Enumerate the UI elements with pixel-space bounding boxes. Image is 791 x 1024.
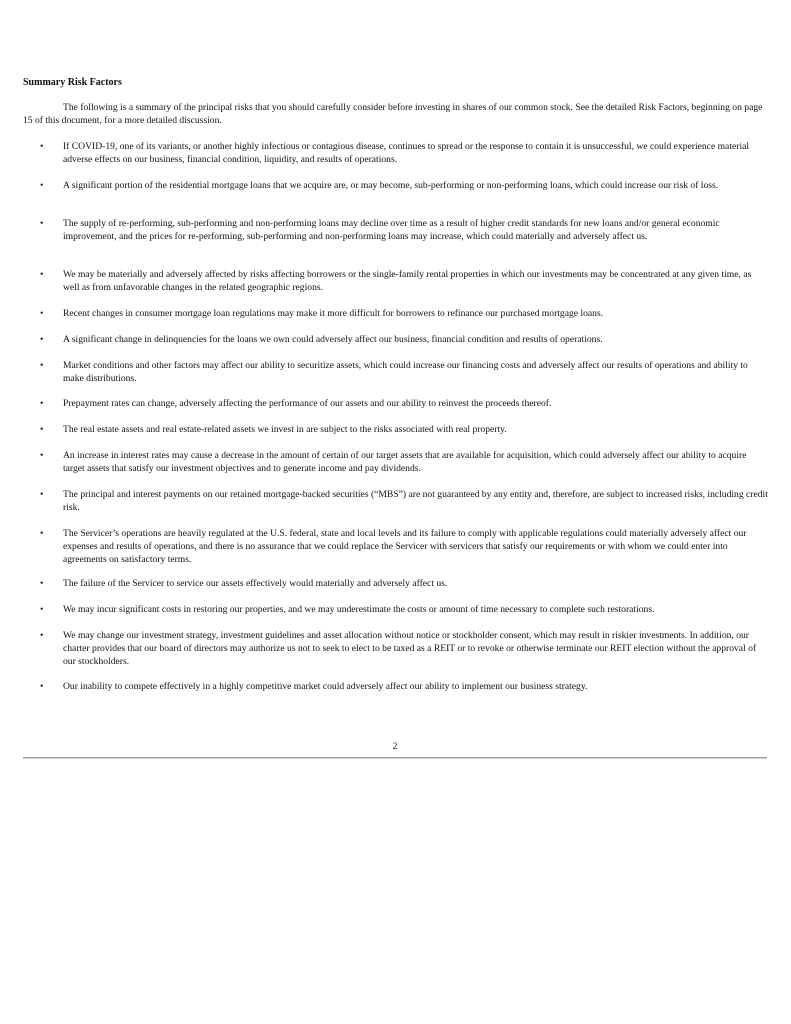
bullet-icon: • xyxy=(40,604,44,615)
list-item-text: Recent changes in consumer mortgage loan regulations may make it more difficult for borrowers to refinance our purchased mortgage loans. xyxy=(63,308,604,319)
bullet-icon: • xyxy=(40,450,44,461)
bullet-icon: • xyxy=(40,630,44,641)
bullet-icon: • xyxy=(40,681,44,692)
bullet-icon: • xyxy=(40,308,44,319)
list-item-text: The failure of the Servicer to service our assets effectively would materially and adversely affect us. xyxy=(63,578,448,589)
list-item-text: Our inability to compete effectively in a highly competitive market could adversely affect our ability to implement our business strategy. xyxy=(63,681,588,692)
list-item-text: The supply of re-performing, sub-performing and non-performing loans may decline over time as a result of higher credit standards for new loans and/or general economic improvement, and the prices for re-performing, sub-performing and non-performing loans may increase, which could materially and adversely affect us. xyxy=(63,218,720,242)
list-item-text: A significant change in delinquencies for the loans we own could adversely affect our business, financial condition and results of operations. xyxy=(63,334,603,345)
list-item-text: We may incur significant costs in restoring our properties, and we may underestimate the costs or amount of time necessary to complete such restorations. xyxy=(63,604,655,615)
list-item-text: The Servicer’s operations are heavily regulated at the U.S. federal, state and local levels and its failure to comply with applicable regulations could materially adversely affect our expenses and results of operations, and there is no assurance that we could replace the Servicer with servicers that satisfy our requirements or with whom we could enter into agreements on satisfactory terms. xyxy=(63,528,747,565)
bullet-icon: • xyxy=(40,424,44,435)
bullet-icon: • xyxy=(40,269,44,280)
section-heading: Summary Risk Factors xyxy=(23,77,122,88)
list-item-text: The principal and interest payments on our retained mortgage-backed securities (“MBS”) are not guaranteed by any entity and, therefore, are subject to increased risks, including credit risk. xyxy=(63,489,768,513)
list-item-text: An increase in interest rates may cause a decrease in the amount of certain of our target assets that are available for acquisition, which could adversely affect our ability to acquire target assets that satisfy our investment objectives and to generate income and pay dividends. xyxy=(63,450,747,474)
page-number: 2 xyxy=(392,741,398,752)
list-item-text: If COVID-19, one of its variants, or another highly infectious or contagious disease, continues to spread or the response to contain it is unsuccessful, we could experience material adverse effects on our business, financial condition, liquidity, and results of operations. xyxy=(63,141,750,165)
bullet-icon: • xyxy=(40,489,44,500)
list-item-text: The real estate assets and real estate-related assets we invest in are subject to the risks associated with real property. xyxy=(63,424,507,435)
page-divider xyxy=(23,757,767,759)
bullet-icon: • xyxy=(40,218,44,229)
list-item-text: A significant portion of the residential mortgage loans that we acquire are, or may become, sub-performing or non-performing loans, which could increase our risk of loss. xyxy=(63,180,719,191)
bullet-icon: • xyxy=(40,141,44,152)
bullet-icon: • xyxy=(40,360,44,371)
list-item-text: Prepayment rates can change, adversely affecting the performance of our assets and our ability to reinvest the proceeds thereof. xyxy=(63,398,552,409)
bullet-icon: • xyxy=(40,334,44,345)
bullet-icon: • xyxy=(40,398,44,409)
bullet-icon: • xyxy=(40,528,44,539)
intro-paragraph: The following is a summary of the principal risks that you should carefully consider before investing in shares of our common stock. See the detailed Risk Factors, beginning on page 15 of this document, for a more detailed discussion. xyxy=(23,102,763,126)
list-item-text: We may change our investment strategy, investment guidelines and asset allocation without notice or stockholder consent, which may result in riskier investments. In addition, our charter provides that our board of directors may authorize us not to seek to elect to be taxed as a REIT or to revoke or otherwise terminate our REIT election without the approval of our stockholders. xyxy=(63,630,757,667)
list-item-text: We may be materially and adversely affected by risks affecting borrowers or the single-family rental properties in which our investments may be concentrated at any given time, as well as from unfavorable changes in the related geographic regions. xyxy=(63,269,752,293)
list-item-text: Market conditions and other factors may affect our ability to securitize assets, which could increase our financing costs and adversely affect our results of operations and ability to make distributions. xyxy=(63,360,748,384)
bullet-icon: • xyxy=(40,180,44,191)
bullet-icon: • xyxy=(40,578,44,589)
